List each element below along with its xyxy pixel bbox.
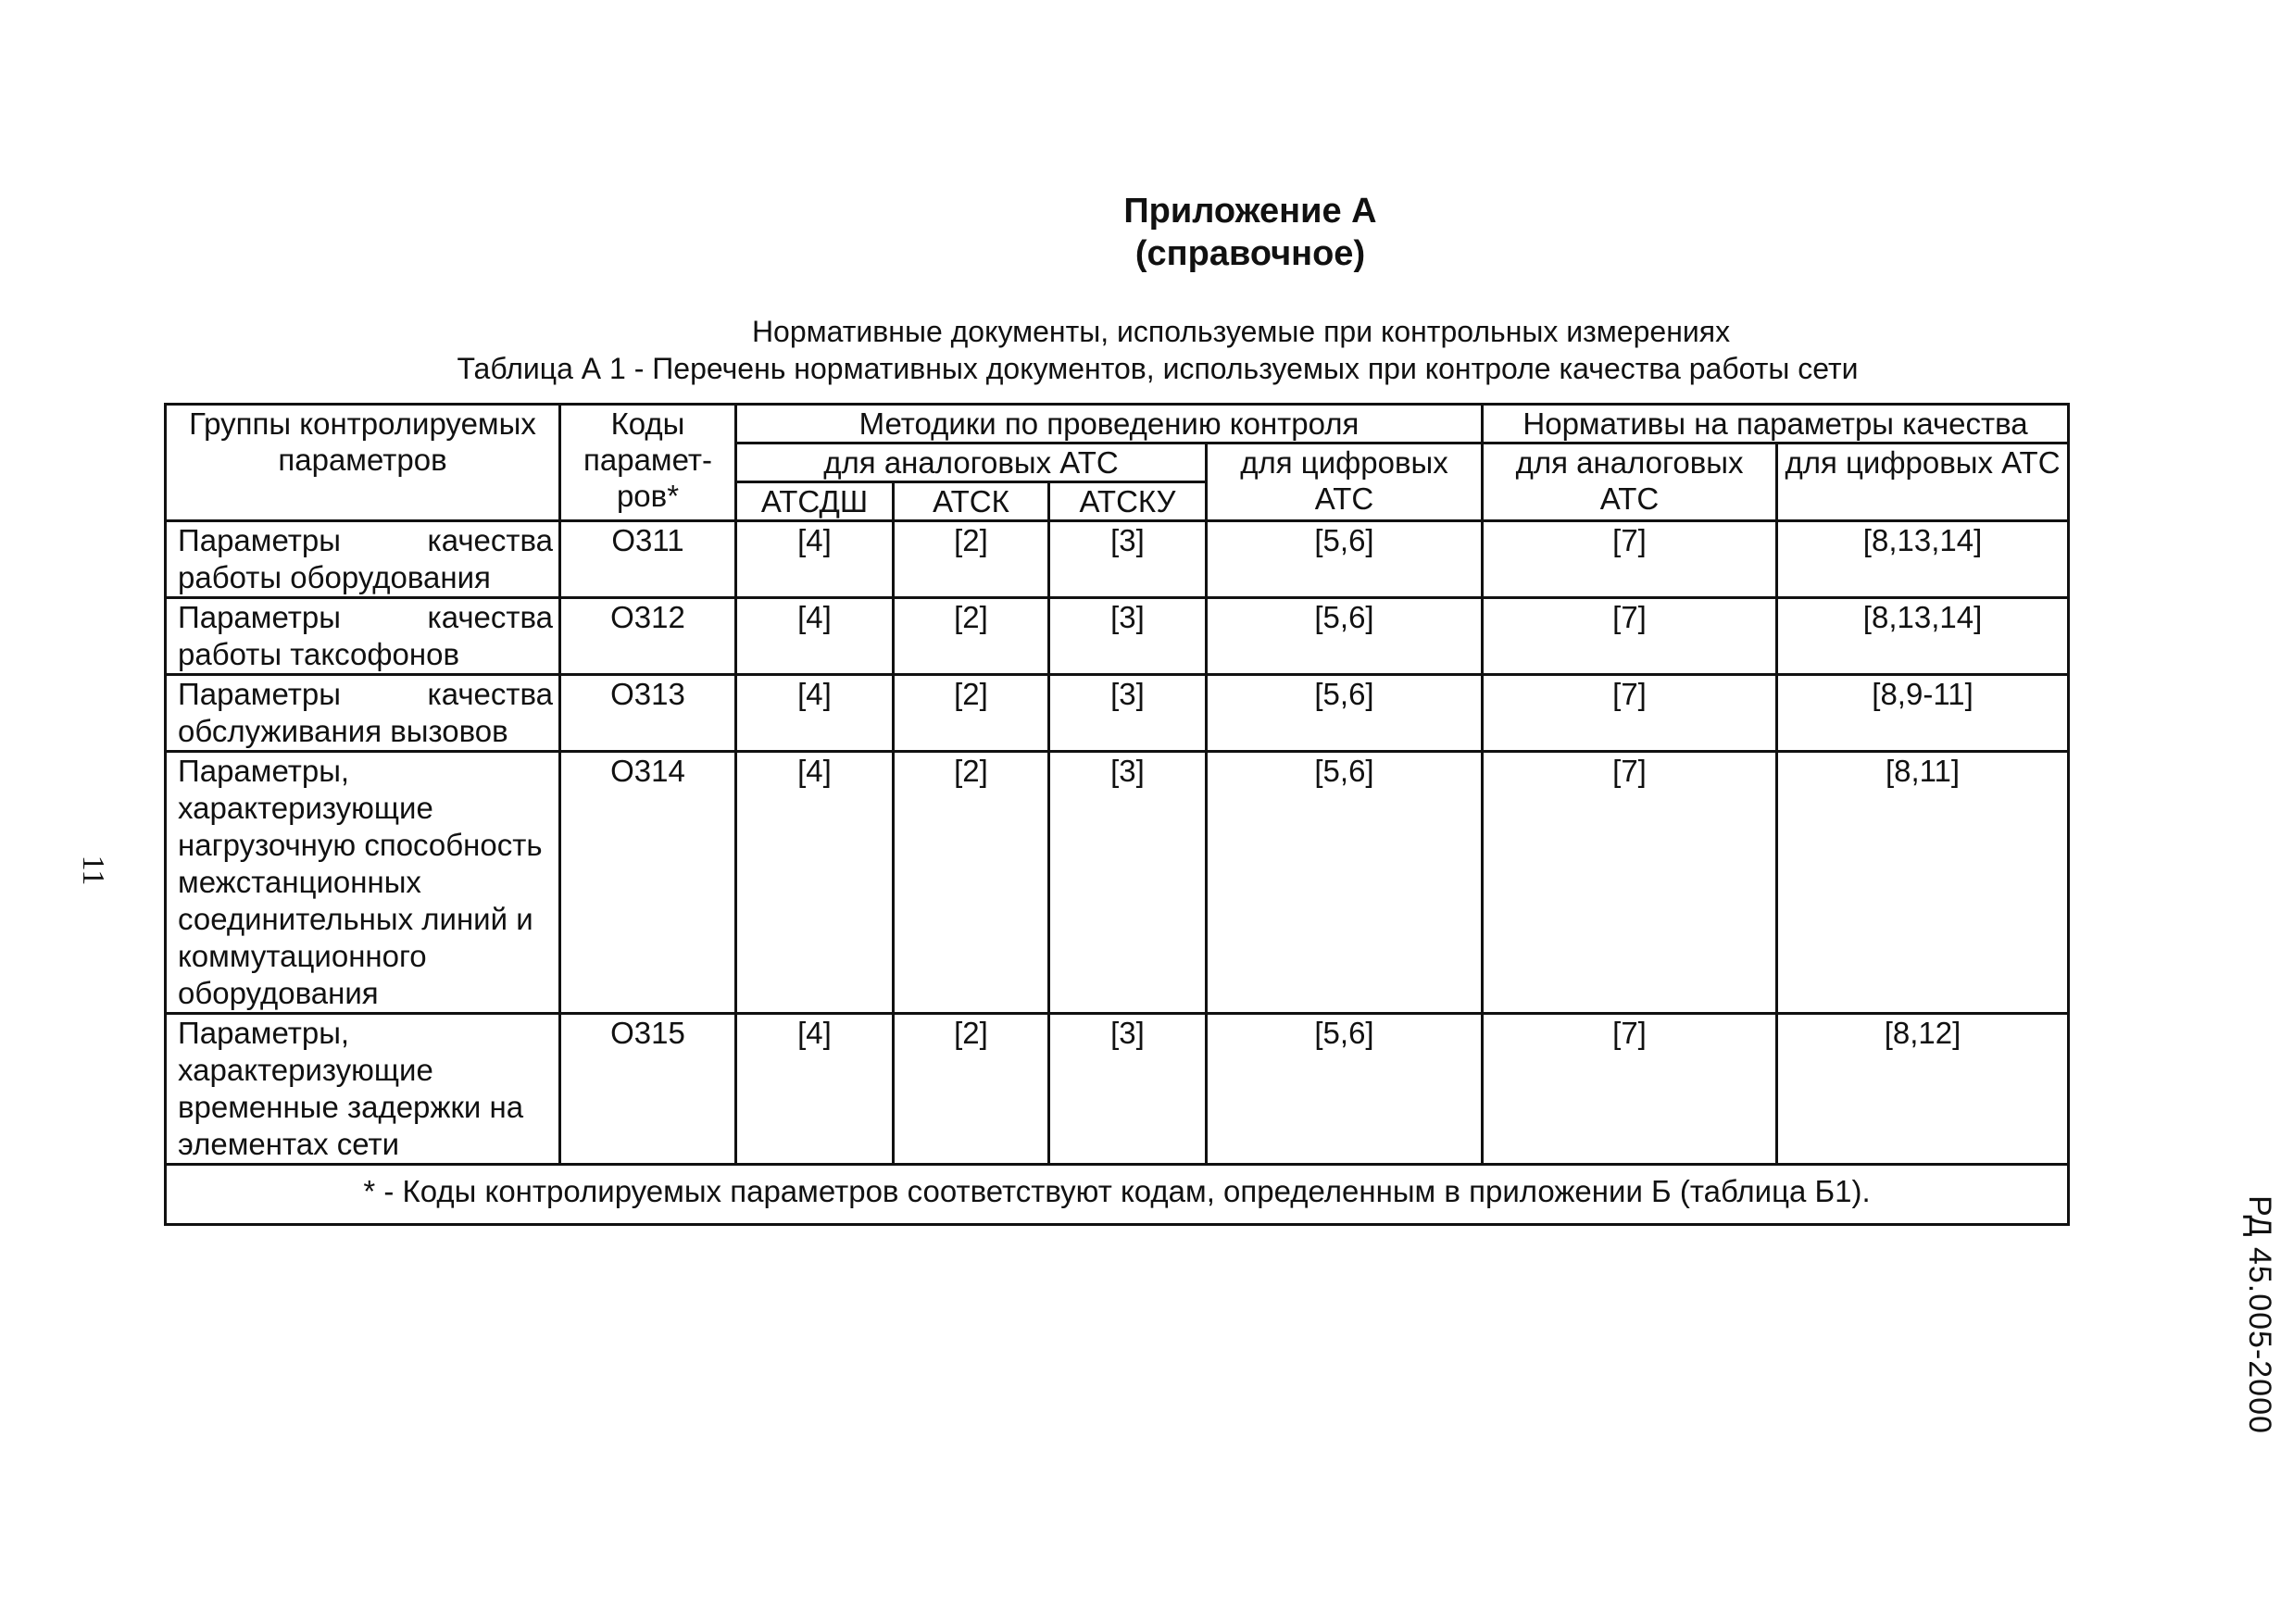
row-atsk: [2] [894, 598, 1049, 675]
header-atsku: АТСКУ [1049, 482, 1207, 521]
table-footnote: * - Коды контролируемых параметров соответствуют кодам, определенным в приложении Б (таблица Б1). [166, 1165, 2069, 1225]
row-parameter-group: Параметры качества обслуживания вызовов [166, 675, 560, 752]
row-atsdsh: [4] [736, 598, 894, 675]
row-atsdsh: [4] [736, 521, 894, 598]
row-methods-digital: [5,6] [1207, 752, 1483, 1014]
header-row-1 [166, 405, 2069, 443]
row-code: О314 [560, 752, 736, 1014]
row-norms-analog: [7] [1483, 675, 1777, 752]
row-norms-digital: [8,12] [1777, 1014, 2069, 1165]
row-parameter-group: Параметры, характеризующие временные задержки на элементах сети [166, 1014, 560, 1165]
header-methods-analog: для аналоговых АТС [736, 443, 1207, 482]
row-norms-analog: [7] [1483, 521, 1777, 598]
header-codes: Коды парамет-ров* [560, 405, 736, 521]
header-norms: Нормативы на параметры качества [1483, 405, 2069, 443]
table-row [166, 1014, 2069, 1165]
document-code: РД 45.005-2000 [2242, 1195, 2278, 1434]
header-atsdsh: АТСДШ [736, 482, 894, 521]
row-parameter-group: Параметры качества работы оборудования [166, 521, 560, 598]
footnote-row [166, 1165, 2069, 1225]
row-methods-digital: [5,6] [1207, 675, 1483, 752]
header-methods-digital: для цифровых АТС [1207, 443, 1483, 521]
header-groups: Группы контролируемых параметров [166, 405, 560, 521]
row-parameter-group: Параметры качества работы таксофонов [166, 598, 560, 675]
table-row [166, 598, 2069, 675]
row-code: О312 [560, 598, 736, 675]
page-number: 11 [76, 855, 110, 886]
table-row [166, 752, 2069, 1014]
header-atsk: АТСК [894, 482, 1049, 521]
row-atsdsh: [4] [736, 675, 894, 752]
row-code: О315 [560, 1014, 736, 1165]
appendix-title: Приложение А [1123, 192, 1377, 231]
row-atsk: [2] [894, 675, 1049, 752]
appendix-type: (справочное) [1134, 234, 1366, 273]
row-norms-analog: [7] [1483, 1014, 1777, 1165]
row-atsk: [2] [894, 752, 1049, 1014]
row-norms-digital: [8,11] [1777, 752, 2069, 1014]
table-caption: Таблица А 1 - Перечень нормативных документов, используемых при контроле качества работы сети [457, 352, 1859, 385]
header-methods: Методики по проведению контроля [736, 405, 1483, 443]
normative-documents-table [164, 403, 2070, 1226]
table-row [166, 675, 2069, 752]
row-code: О311 [560, 521, 736, 598]
header-norms-analog: для аналоговых АТС [1483, 443, 1777, 521]
row-parameter-group: Параметры, характеризующие нагрузочную способность межстанционных соединительных линий и коммутационного оборудования [166, 752, 560, 1014]
row-atsdsh: [4] [736, 1014, 894, 1165]
row-methods-digital: [5,6] [1207, 521, 1483, 598]
row-code: О313 [560, 675, 736, 752]
row-norms-digital: [8,13,14] [1777, 521, 2069, 598]
row-atsk: [2] [894, 521, 1049, 598]
section-subtitle: Нормативные документы, используемые при контрольных измерениях [751, 315, 1731, 348]
row-methods-digital: [5,6] [1207, 1014, 1483, 1165]
row-norms-digital: [8,13,14] [1777, 598, 2069, 675]
row-atsku: [3] [1049, 675, 1207, 752]
row-atsku: [3] [1049, 1014, 1207, 1165]
row-norms-digital: [8,9-11] [1777, 675, 2069, 752]
row-norms-analog: [7] [1483, 752, 1777, 1014]
row-atsdsh: [4] [736, 752, 894, 1014]
row-atsku: [3] [1049, 752, 1207, 1014]
row-atsku: [3] [1049, 521, 1207, 598]
table-row [166, 521, 2069, 598]
row-atsk: [2] [894, 1014, 1049, 1165]
header-norms-digital: для цифровых АТС [1777, 443, 2069, 521]
row-norms-analog: [7] [1483, 598, 1777, 675]
row-methods-digital: [5,6] [1207, 598, 1483, 675]
appendix-heading [926, 190, 1574, 275]
row-atsku: [3] [1049, 598, 1207, 675]
